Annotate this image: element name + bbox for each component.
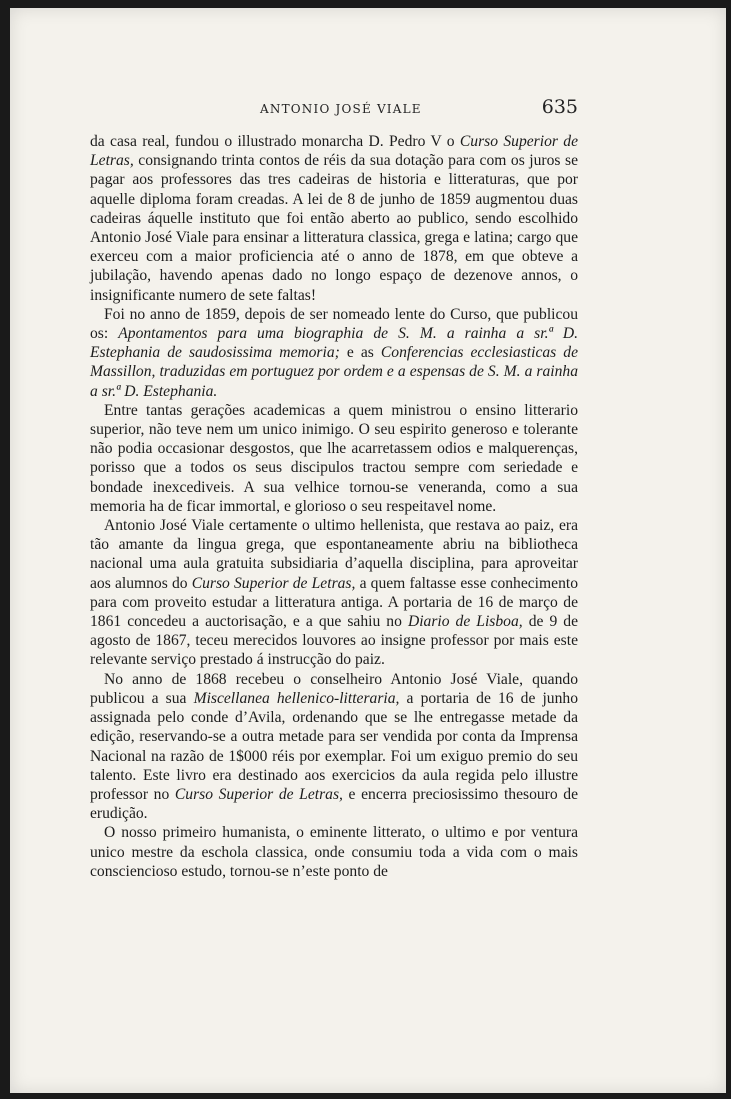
paragraph	[90, 401, 578, 516]
paragraph	[90, 132, 578, 305]
paragraph	[90, 516, 578, 670]
text-run: Entre tantas gerações academicas a quem ministrou o ensino litterario superior, não teve nem um unico inimigo. O seu espirito generoso e tolerante não podia occasionar desgostos, que lhe acarretassem odios e malquerenças, porisso que a todos os seus discipulos tractou sempre com seriedade e bondade inexcediveis. A sua velhice tornou-se veneranda, como a sua memoria ha de ficar immortal, e glorioso o seu respeitavel nome.	[90, 401, 578, 515]
italic-title: Apontamentos para uma biographia de S. M. a rainha a sr.ª D. Estephania de saudosissima memoria;	[90, 325, 578, 362]
paragraph	[90, 305, 578, 401]
italic-title: Diario de Lisboa,	[407, 613, 523, 631]
page-header	[10, 96, 726, 120]
italic-title: Miscellanea hellenico-litteraria,	[193, 689, 400, 707]
text-run: Foi no anno de 1859, depois de ser nomeado lente do Curso, que publicou os:	[90, 305, 578, 343]
paragraph	[90, 823, 578, 881]
text-run: O nosso primeiro humanista, o eminente litterato, o ultimo e por ventura unico mestre da eschola classica, onde consumiu toda a vida com o mais consciencioso estudo, tornou-se n’este ponto de	[90, 824, 578, 880]
running-head: ANTONIO JOSÉ VIALE	[260, 102, 422, 116]
text-run: a quem faltasse esse conhecimento para com proveito estudar a litteratura antiga. A portaria de 16 de março de 1861 concedeu a auctorisação, e a que sahiu no	[90, 574, 578, 631]
paragraph	[90, 670, 578, 824]
italic-title: Conferencias ecclesiasticas de Massillon, traduzidas em portuguez por ordem e a espensas de S. M. a rainha a sr.ª D. Estephania.	[90, 344, 578, 400]
text-run: e as	[339, 344, 381, 362]
text-run: da casa real, fundou o illustrado monarcha D. Pedro V o	[90, 133, 460, 150]
italic-title: Curso Superior de Letras,	[174, 785, 343, 803]
text-run: consignando trinta contos de réis da sua dotação para com os juros se pagar aos professores das tres cadeiras de historia e litteraturas, que por aquelle diploma foram creadas. A lei de 8 de junho de 1859 augmentou duas cadeiras áquelle instituto que foi então aberto ao publico, sendo escolhido Antonio José Viale para ensinar a litteratura classica, grega e latina; cargo que exerceu com a maior proficiencia até o anno de 1878, em que obteve a jubilação, havendo apenas dado no longo espaço de dezenove annos, o insignificante numero de sete faltas!	[90, 152, 578, 304]
italic-title: Curso Superior de Letras,	[191, 574, 356, 592]
text-run: de 9 de agosto de 1867, teceu merecidos louvores ao insigne professor por mais este relevante serviço prestado á instrucção do paiz.	[90, 613, 578, 669]
body-text	[90, 132, 578, 881]
italic-title: Curso Superior de Letras,	[90, 133, 578, 170]
text-run: a portaria de 16 de junho assignada pelo conde d’Avila, ordenando que se lhe entregasse metade da edição, reservando-se a outra metade para ser vendida por conta da Imprensa Nacional na razão de 1$000 réis por exemplar. Foi um exiguo premio do seu talento. Este livro era destinado aos exercicios da aula regida pelo illustre professor no	[90, 689, 578, 803]
text-run: No anno de 1868 recebeu o conselheiro Antonio José Viale, quando publicou a sua	[90, 670, 578, 707]
text-run: e encerra preciosissimo thesouro de erudição.	[90, 785, 579, 823]
book-page	[10, 8, 726, 1093]
text-run: Antonio José Viale certamente o ultimo hellenista, que restava ao paiz, era tão amante da lingua grega, que espontaneamente abriu na bibliotheca nacional uma aula gratuita subsidiaria d’aquella disciplina, para aproveitar aos alumnos do	[90, 517, 578, 592]
page-number: 635	[541, 96, 578, 118]
